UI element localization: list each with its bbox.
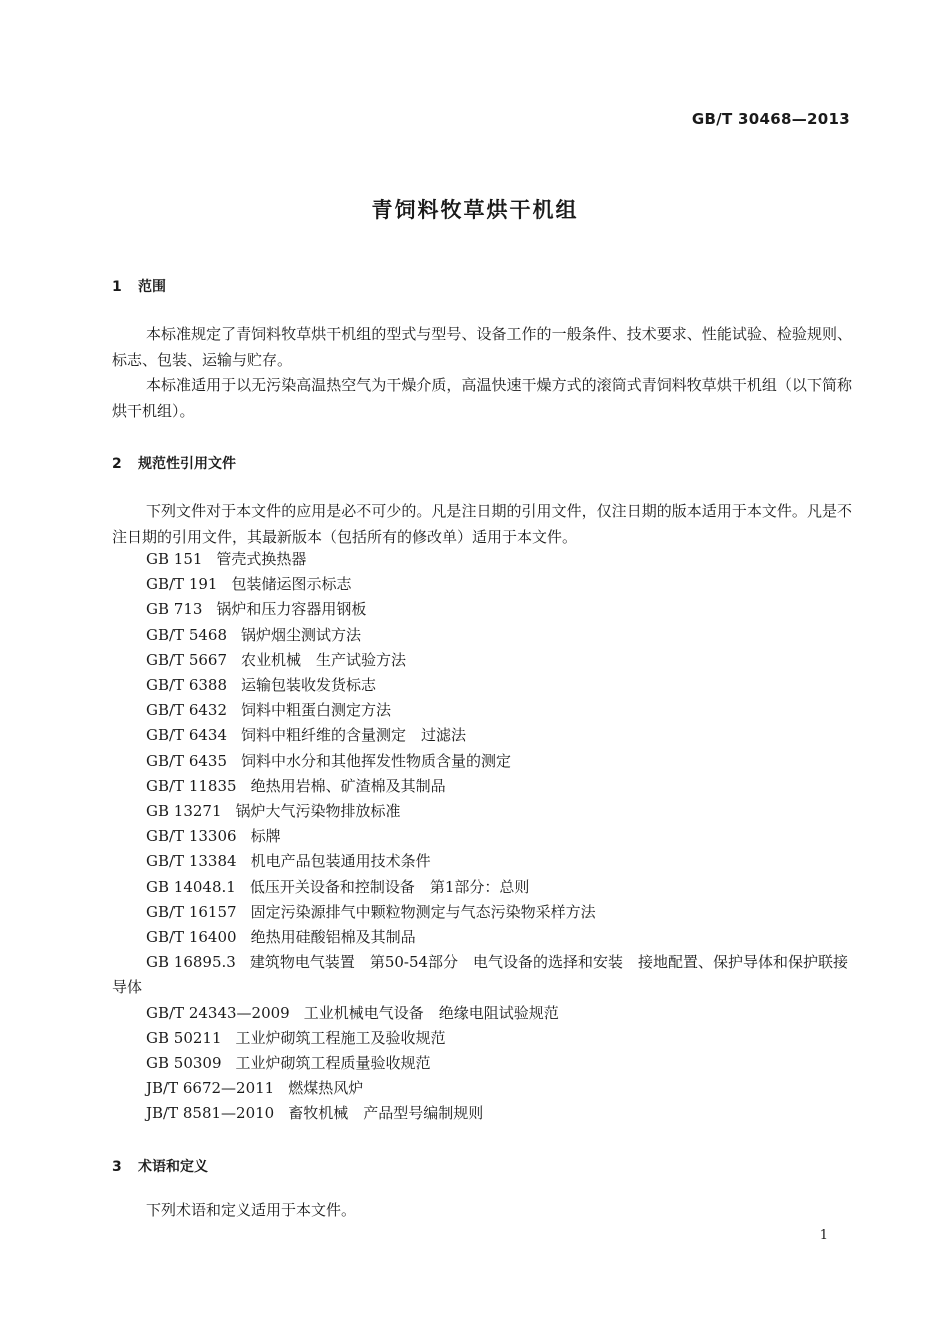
reference-item (112, 698, 852, 723)
reference-item (112, 673, 852, 698)
reference-title: 绝热用硅酸铝棉及其制品 (250, 928, 416, 947)
reference-code: GB/T 16400 (146, 928, 237, 947)
reference-item (112, 799, 852, 824)
section-title: 范围 (138, 279, 166, 295)
reference-title: 燃煤热风炉 (288, 1079, 364, 1098)
reference-code: GB/T 6388 (146, 676, 228, 695)
reference-item (112, 623, 852, 648)
section-heading-normative-references (112, 453, 236, 473)
reference-item (112, 824, 852, 849)
reference-title: 运输包装收发货标志 (241, 676, 377, 695)
reference-code: GB 14048.1 (146, 877, 236, 896)
paragraph: 下列文件对于本文件的应用是必不可少的。凡是注日期的引用文件，仅注日期的版本适用于本文件。凡是不注日期的引用文件，其最新版本（包括所有的修改单）适用于本文件。 (112, 502, 852, 546)
reference-title: 锅炉烟尘测试方法 (241, 625, 362, 644)
reference-title: 绝热用岩棉、矿渣棉及其制品 (250, 776, 446, 795)
reference-code: GB/T 6432 (146, 701, 228, 720)
reference-item (112, 849, 852, 874)
reference-item (112, 774, 852, 799)
reference-code: GB/T 13306 (146, 827, 237, 846)
reference-title: 机电产品包装通用技术条件 (250, 852, 431, 871)
reference-code: GB/T 5667 (146, 650, 228, 669)
reference-item (112, 723, 852, 748)
section-number: 2 (112, 456, 122, 472)
reference-code: GB/T 16157 (146, 902, 237, 921)
reference-item (112, 875, 852, 900)
reference-item (112, 1026, 852, 1051)
page-number: 1 (819, 1228, 828, 1243)
reference-title: 固定污染源排气中颗粒物测定与气态污染物采样方法 (250, 902, 596, 921)
reference-item (112, 547, 852, 572)
reference-code: GB/T 11835 (146, 776, 237, 795)
reference-code: GB 151 (146, 550, 203, 568)
reference-title: 低压开关设备和控制设备 第1部分：总则 (249, 877, 530, 896)
section-number: 1 (112, 279, 122, 295)
section-number: 3 (112, 1159, 122, 1175)
paragraph: 本标准规定了青饲料牧草烘干机组的型式与型号、设备工作的一般条件、技术要求、性能试验、检验规则、标志、包装、运输与贮存。 (112, 325, 852, 369)
reference-item (112, 925, 852, 950)
section-title: 规范性引用文件 (138, 456, 236, 472)
reference-title: 锅炉和压力容器用钢板 (216, 600, 367, 619)
reference-title: 锅炉大气污染物排放标准 (235, 802, 401, 821)
reference-code: JB/T 6672—2011 (146, 1079, 275, 1098)
section-heading-scope (112, 276, 166, 296)
reference-title: 农业机械 生产试验方法 (241, 650, 407, 669)
reference-code: JB/T 8581—2010 (146, 1104, 275, 1123)
reference-code: GB/T 24343—2009 (146, 1003, 290, 1022)
reference-title: 工业机械电气设备 绝缘电阻试验规范 (303, 1003, 559, 1022)
paragraph: 本标准适用于以无污染高温热空气为干燥介质，高温快速干燥方式的滚筒式青饲料牧草烘干机组（以下简称烘干机组）。 (112, 376, 852, 420)
reference-item (112, 1001, 852, 1026)
reference-code: GB/T 5468 (146, 625, 228, 644)
reference-item (112, 648, 852, 673)
reference-item (112, 572, 852, 597)
reference-title: 饲料中粗蛋白测定方法 (241, 701, 392, 720)
reference-title: 工业炉砌筑工程施工及验收规范 (235, 1028, 446, 1047)
reference-code: GB/T 191 (146, 575, 218, 594)
reference-code: GB/T 6435 (146, 751, 228, 770)
reference-code: GB 13271 (146, 802, 222, 821)
reference-title: 工业炉砌筑工程质量验收规范 (235, 1054, 431, 1073)
reference-title: 饲料中水分和其他挥发性物质含量的测定 (241, 751, 512, 770)
reference-code: GB/T 13384 (146, 852, 237, 871)
reference-title: 标牌 (250, 827, 281, 846)
standard-code: GB/T 30468—2013 (691, 110, 850, 128)
reference-item (112, 1051, 852, 1076)
reference-item (112, 900, 852, 925)
reference-title: 饲料中粗纤维的含量测定 过滤法 (241, 726, 467, 745)
reference-item (112, 950, 852, 1000)
reference-item (112, 597, 852, 622)
paragraph: 下列术语和定义适用于本文件。 (146, 1201, 357, 1219)
section-title: 术语和定义 (138, 1159, 208, 1175)
reference-item (112, 1101, 852, 1126)
reference-code: GB 50309 (146, 1054, 222, 1073)
reference-title: 畜牧机械 产品型号编制规则 (288, 1104, 484, 1123)
reference-item (112, 749, 852, 774)
reference-title: 包装储运图示标志 (231, 575, 352, 594)
reference-code: GB 16895.3 (146, 953, 236, 972)
reference-code: GB 50211 (146, 1028, 222, 1047)
document-title: 青饲料牧草烘干机组 (371, 198, 579, 222)
reference-title: 管壳式换热器 (216, 550, 307, 568)
section-heading-terms-definitions (112, 1156, 208, 1176)
reference-item (112, 1076, 852, 1101)
reference-title: 建筑物电气装置 第50-54部分 电气设备的选择和安装 接地配置、保护导体和保护联接导体 (112, 953, 849, 997)
reference-code: GB 713 (146, 600, 203, 619)
reference-code: GB/T 6434 (146, 726, 228, 745)
reference-list (112, 547, 852, 1127)
